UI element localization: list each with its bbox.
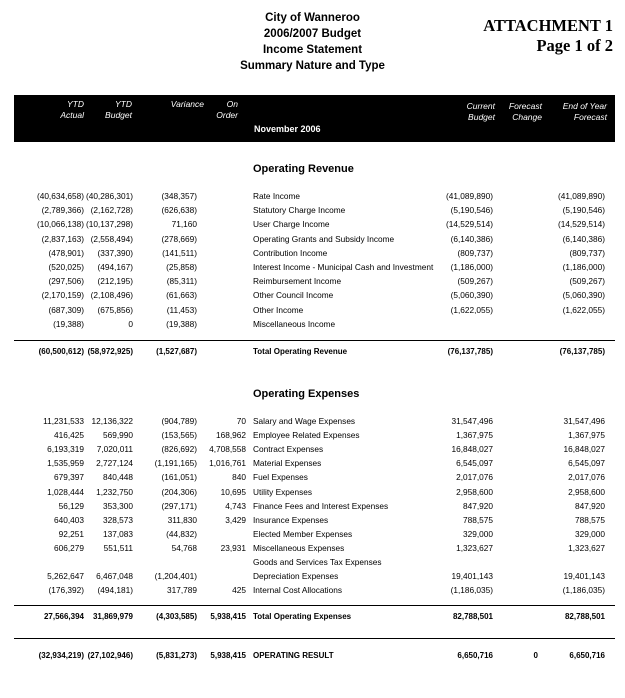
col-ytd-budget-line2: Budget (105, 110, 132, 120)
cell-variance: (61,663) (166, 290, 197, 301)
cell-ytd-actual: (478,901) (48, 247, 84, 258)
cell-current-budget: (1,186,000) (450, 262, 493, 272)
cell-ytd-actual: 1,535,959 (47, 458, 84, 469)
cell-ytd-actual: (2,789,366) (41, 205, 84, 216)
cell-variance: (161,051) (161, 472, 197, 483)
cell-description: Contribution Income (253, 247, 328, 258)
cell-description: User Charge Income (253, 219, 330, 230)
col-end-of-year-line2: Forecast (573, 112, 607, 122)
page-number: Page 1 of 2 (536, 36, 613, 55)
cell-variance: (4,303,585) (156, 612, 197, 621)
cell-variance: (1,204,401) (154, 571, 197, 582)
cell-on-order: 4,743 (225, 500, 246, 511)
cell-description: Finance Fees and Interest Expenses (253, 500, 389, 511)
cell-description: Other Income (253, 304, 304, 315)
report-title-line: City of Wanneroo (265, 12, 360, 24)
cell-ytd-budget: (494,181) (97, 585, 133, 596)
cell-current-budget: 788,575 (463, 514, 493, 525)
table-row (0, 458, 625, 472)
table-row (0, 319, 625, 333)
cell-description: Material Expenses (253, 458, 322, 469)
cell-on-order: 840 (232, 472, 246, 483)
col-forecast-change (500, 101, 542, 123)
cell-ytd-budget: 12,136,322 (91, 416, 133, 426)
cell-current-budget: 1,323,627 (456, 542, 493, 553)
cell-description: OPERATING RESULT (253, 651, 334, 660)
cell-end-of-year: (1,186,000) (562, 262, 605, 272)
cell-variance: (25,858) (166, 262, 197, 272)
cell-on-order: 23,931 (220, 542, 246, 553)
col-variance-line1: Variance (170, 99, 204, 109)
table-row (0, 651, 625, 665)
cell-description: Statutory Charge Income (253, 205, 346, 216)
cell-end-of-year: 847,920 (575, 500, 605, 511)
cell-on-order: 10,695 (220, 486, 246, 497)
table-row (0, 191, 625, 205)
cell-on-order: 70 (236, 416, 246, 426)
cell-ytd-budget: (40,286,301) (85, 191, 133, 201)
cell-current-budget: (809,737) (457, 247, 493, 258)
cell-current-budget: (5,190,546) (450, 205, 493, 216)
cell-description: Insurance Expenses (253, 514, 329, 525)
col-current-budget-line1: Current (466, 101, 495, 111)
table-row (0, 515, 625, 529)
col-current-budget (450, 101, 495, 123)
cell-ytd-actual: 27,566,394 (43, 612, 84, 621)
cell-variance: (141,511) (162, 247, 197, 258)
cell-end-of-year: 2,958,600 (568, 486, 605, 497)
table-row (0, 571, 625, 585)
table-row (0, 543, 625, 557)
col-on-order-line2: Order (216, 110, 238, 120)
cell-end-of-year: (5,060,390) (562, 290, 605, 301)
cell-current-budget: 329,000 (463, 528, 493, 539)
cell-variance: (11,453) (166, 304, 197, 315)
cell-ytd-actual: (297,506) (48, 276, 84, 287)
cell-current-budget: (41,089,890) (445, 191, 493, 201)
col-end-of-year-line1: End of Year (562, 101, 607, 111)
cell-ytd-budget: (494,167) (97, 262, 133, 272)
cell-description: Employee Related Expenses (253, 430, 360, 441)
cell-end-of-year: (6,140,386) (562, 233, 605, 244)
cell-variance: (85,311) (166, 276, 197, 287)
cell-current-budget: 847,920 (463, 500, 493, 511)
cell-variance: (19,388) (166, 318, 197, 329)
cell-description: Operating Grants and Subsidy Income (253, 233, 395, 244)
cell-ytd-actual: 6,193,319 (47, 444, 84, 455)
table-row (0, 529, 625, 543)
cell-ytd-budget: (212,195) (97, 276, 133, 287)
table-row (0, 557, 625, 571)
table-row (0, 290, 625, 304)
divider (14, 638, 615, 639)
cell-ytd-budget: (2,108,496) (90, 290, 133, 301)
col-on-order (206, 99, 238, 121)
table-row (0, 276, 625, 290)
cell-description: Salary and Wage Expenses (253, 416, 356, 426)
cell-on-order: 425 (232, 585, 246, 596)
cell-ytd-actual: 56,129 (58, 500, 84, 511)
cell-ytd-budget: 31,869,979 (92, 612, 133, 621)
col-end-of-year (550, 101, 607, 123)
cell-current-budget: 82,788,501 (452, 612, 493, 621)
cell-on-order: 5,938,415 (210, 612, 246, 621)
col-ytd-budget-line1: YTD (115, 99, 132, 109)
cell-ytd-budget: 328,573 (103, 514, 133, 525)
cell-ytd-actual: (176,392) (48, 585, 84, 596)
cell-variance: (1,191,165) (154, 458, 197, 469)
divider (14, 340, 615, 341)
cell-ytd-actual: (520,025) (48, 262, 84, 272)
cell-forecast-change: 0 (533, 651, 538, 660)
table-row (0, 347, 625, 361)
table-row (0, 248, 625, 262)
cell-description: Other Council Income (253, 290, 334, 301)
col-ytd-actual-line1: YTD (67, 99, 84, 109)
period-label: November 2006 (254, 124, 321, 134)
cell-description: Fuel Expenses (253, 472, 308, 483)
cell-variance: (297,171) (161, 500, 197, 511)
table-row (0, 472, 625, 486)
section-heading-revenue: Operating Revenue (253, 163, 354, 175)
cell-description: Rate Income (253, 191, 301, 201)
cell-variance: (278,669) (161, 233, 197, 244)
cell-current-budget: (1,186,035) (450, 585, 493, 596)
table-row (0, 444, 625, 458)
report-title-line: Summary Nature and Type (240, 60, 385, 72)
col-ytd-budget (90, 99, 132, 121)
cell-end-of-year: 788,575 (575, 514, 605, 525)
cell-variance: (826,692) (161, 444, 197, 455)
col-forecast-change-line2: Change (512, 112, 542, 122)
table-row (0, 487, 625, 501)
col-ytd-actual-line2: Actual (60, 110, 84, 120)
cell-ytd-budget: 0 (128, 318, 133, 329)
col-forecast-change-line1: Forecast (508, 101, 542, 111)
cell-end-of-year: (5,190,546) (562, 205, 605, 216)
cell-variance: 311,830 (167, 514, 197, 525)
table-row (0, 585, 625, 599)
cell-ytd-actual: 1,028,444 (47, 486, 84, 497)
cell-variance: (153,565) (161, 430, 197, 441)
report-title-line: Income Statement (262, 44, 363, 56)
cell-end-of-year: (509,267) (569, 276, 605, 287)
table-row (0, 430, 625, 444)
cell-current-budget: 2,958,600 (456, 486, 493, 497)
cell-current-budget: 31,547,496 (451, 416, 493, 426)
cell-ytd-actual: (32,934,219) (38, 651, 84, 660)
cell-end-of-year: (1,186,035) (562, 585, 605, 596)
cell-end-of-year: 6,650,716 (569, 651, 605, 660)
cell-current-budget: (14,529,514) (445, 219, 493, 230)
cell-end-of-year: 16,848,027 (563, 444, 605, 455)
cell-on-order: 168,962 (216, 430, 246, 441)
cell-description: Goods and Services Tax Expenses (253, 557, 382, 567)
cell-variance: 317,789 (167, 585, 197, 596)
cell-ytd-budget: (2,162,728) (90, 205, 133, 216)
cell-end-of-year: 329,000 (575, 528, 605, 539)
table-row (0, 416, 625, 430)
cell-variance: (44,832) (166, 528, 197, 539)
section-heading-expenses: Operating Expenses (253, 388, 360, 400)
col-ytd-actual (40, 99, 84, 121)
cell-end-of-year: 1,367,975 (568, 430, 605, 441)
table-row (0, 219, 625, 233)
cell-description: Total Operating Revenue (253, 347, 348, 356)
cell-on-order: 5,938,415 (210, 651, 246, 660)
cell-current-budget: (6,140,386) (450, 233, 493, 244)
cell-variance: (204,306) (161, 486, 197, 497)
table-row (0, 612, 625, 626)
table-row (0, 262, 625, 276)
cell-variance: (1,527,687) (156, 347, 197, 356)
cell-current-budget: 6,650,716 (457, 651, 493, 660)
cell-ytd-budget: 1,232,750 (96, 486, 133, 497)
cell-ytd-budget: (58,972,925) (87, 347, 133, 356)
cell-ytd-actual: (2,837,163) (41, 233, 84, 244)
cell-ytd-actual: (40,634,658) (36, 191, 84, 201)
cell-ytd-actual: 679,397 (54, 472, 84, 483)
col-on-order-line1: On (226, 99, 238, 109)
cell-description: Reimbursement Income (253, 276, 342, 287)
cell-ytd-budget: 353,300 (103, 500, 133, 511)
cell-description: Miscellaneous Expenses (253, 542, 345, 553)
cell-ytd-budget: (10,137,298) (85, 219, 133, 230)
cell-end-of-year: 2,017,076 (568, 472, 605, 483)
cell-ytd-budget: (27,102,946) (87, 651, 133, 660)
cell-on-order: 4,708,558 (209, 444, 246, 455)
cell-ytd-actual: (2,170,159) (41, 290, 84, 301)
cell-ytd-actual: (19,388) (53, 318, 84, 329)
cell-description: Elected Member Expenses (253, 528, 353, 539)
cell-variance: 71,160 (171, 219, 197, 230)
cell-description: Miscellaneous Income (253, 318, 336, 329)
cell-end-of-year: (1,622,055) (562, 304, 605, 315)
cell-end-of-year: 31,547,496 (563, 416, 605, 426)
cell-ytd-budget: 6,467,048 (96, 571, 133, 582)
table-row (0, 501, 625, 515)
cell-variance: 54,768 (171, 542, 197, 553)
cell-current-budget: (509,267) (457, 276, 493, 287)
cell-ytd-budget: (337,390) (97, 247, 133, 258)
report-title-line: 2006/2007 Budget (263, 28, 362, 40)
cell-end-of-year: (76,137,785) (559, 347, 605, 356)
cell-ytd-actual: (687,309) (48, 304, 84, 315)
cell-end-of-year: 19,401,143 (563, 571, 605, 582)
cell-current-budget: 2,017,076 (456, 472, 493, 483)
cell-current-budget: (1,622,055) (450, 304, 493, 315)
cell-variance: (5,831,273) (156, 651, 197, 660)
cell-variance: (348,357) (161, 191, 197, 201)
cell-ytd-actual: 5,262,647 (47, 571, 84, 582)
cell-current-budget: (5,060,390) (450, 290, 493, 301)
cell-current-budget: 16,848,027 (451, 444, 493, 455)
cell-end-of-year: 6,545,097 (568, 458, 605, 469)
cell-variance: (904,789) (161, 416, 197, 426)
cell-ytd-budget: 7,020,011 (96, 444, 133, 455)
cell-end-of-year: (41,089,890) (557, 191, 605, 201)
cell-end-of-year: 82,788,501 (564, 612, 605, 621)
attachment-number: ATTACHMENT 1 (483, 16, 613, 35)
attachment-label (483, 16, 613, 56)
cell-ytd-actual: 92,251 (58, 528, 84, 539)
cell-variance: (626,638) (161, 205, 197, 216)
table-row (0, 234, 625, 248)
cell-description: Total Operating Expenses (253, 612, 352, 621)
cell-end-of-year: 1,323,627 (568, 542, 605, 553)
cell-on-order: 3,429 (225, 514, 246, 525)
cell-ytd-actual: 640,403 (54, 514, 84, 525)
cell-end-of-year: (809,737) (569, 247, 605, 258)
divider (14, 605, 615, 606)
cell-ytd-budget: 137,083 (103, 528, 133, 539)
cell-on-order: 1,016,761 (209, 458, 246, 469)
cell-ytd-actual: 606,279 (54, 542, 84, 553)
cell-current-budget: (76,137,785) (447, 347, 493, 356)
cell-ytd-actual: (60,500,612) (38, 347, 84, 356)
cell-current-budget: 1,367,975 (456, 430, 493, 441)
cell-description: Internal Cost Allocations (253, 585, 343, 596)
cell-ytd-budget: (675,856) (97, 304, 133, 315)
col-variance (160, 99, 204, 110)
cell-current-budget: 6,545,097 (456, 458, 493, 469)
cell-description: Utility Expenses (253, 486, 313, 497)
cell-description: Interest Income - Municipal Cash and Investment (253, 262, 434, 272)
cell-description: Depreciation Expenses (253, 571, 339, 582)
cell-ytd-budget: (2,558,494) (90, 233, 133, 244)
cell-current-budget: 19,401,143 (451, 571, 493, 582)
cell-ytd-actual: (10,066,138) (36, 219, 84, 230)
table-row (0, 205, 625, 219)
cell-ytd-actual: 11,231,533 (43, 416, 84, 426)
col-current-budget-line2: Budget (468, 112, 495, 122)
cell-description: Contract Expenses (253, 444, 324, 455)
cell-ytd-budget: 840,448 (103, 472, 133, 483)
cell-ytd-budget: 551,511 (103, 542, 133, 553)
cell-end-of-year: (14,529,514) (557, 219, 605, 230)
cell-ytd-budget: 2,727,124 (96, 458, 133, 469)
table-row (0, 305, 625, 319)
cell-ytd-budget: 569,990 (103, 430, 133, 441)
cell-ytd-actual: 416,425 (54, 430, 84, 441)
